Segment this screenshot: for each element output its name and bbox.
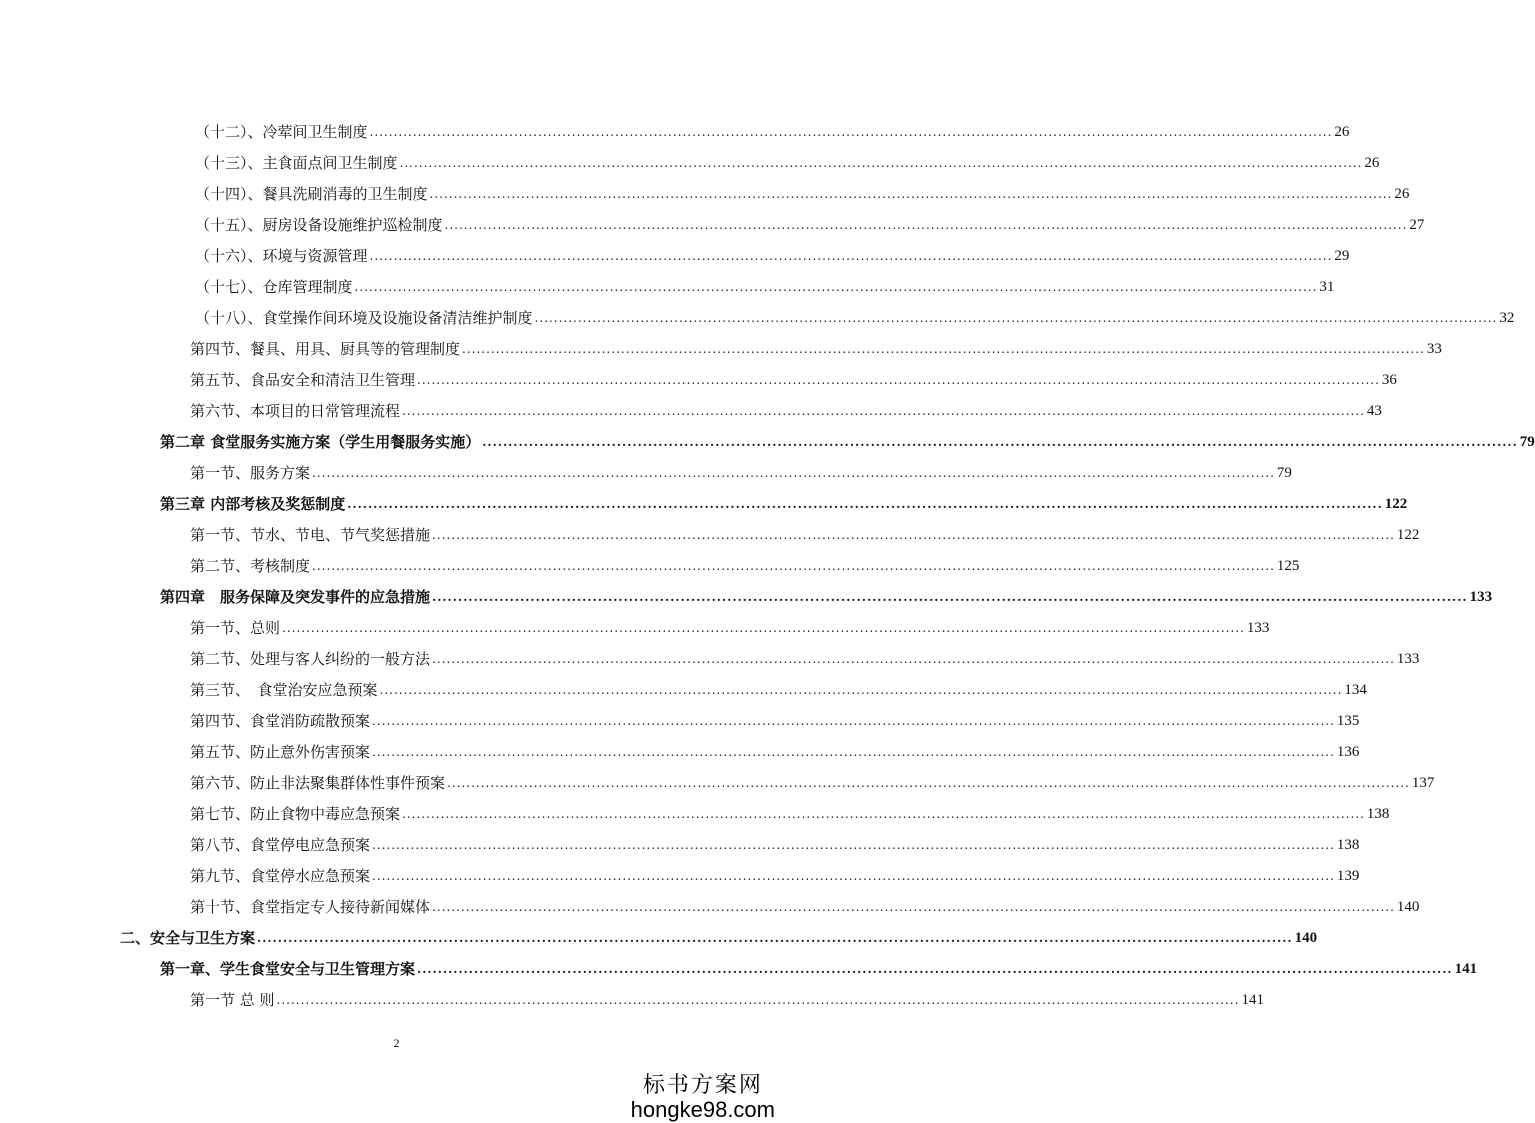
toc-dot-leader: ........................................................................................................................................................................................................	[534, 311, 1498, 325]
toc-dot-leader: ........................................................................................................................................................................................................	[379, 683, 1343, 697]
toc-entry[interactable]	[190, 668, 1367, 699]
toc-dot-leader: ........................................................................................................................................................................................................	[372, 745, 1335, 759]
toc-dot-leader: ........................................................................................................................................................................................................	[402, 404, 1365, 418]
toc-dot-leader: ........................................................................................................................................................................................................	[432, 900, 1395, 914]
toc-entry-page: 32	[1499, 310, 1515, 326]
toc-entry[interactable]	[190, 451, 1292, 482]
toc-entry-page: 133	[1396, 651, 1420, 667]
toc-entry-page: 122	[1396, 527, 1420, 543]
toc-entry[interactable]	[190, 792, 1390, 823]
toc-entry-title: 第十节、食堂指定专人接待新闻媒体	[190, 898, 431, 916]
toc-entry[interactable]	[190, 854, 1360, 885]
toc-entry[interactable]	[190, 544, 1300, 575]
toc-entry[interactable]	[195, 110, 1350, 141]
toc-dot-leader: ........................................................................................................................................................................................................	[432, 652, 1395, 666]
toc-entry-title: （十六）、环境与资源管理	[195, 247, 368, 265]
toc-dot-leader: ........................................................................................................................................................................................................	[372, 838, 1335, 852]
toc-entry-title: （十八）、食堂操作间环境及设施设备清洁维护制度	[195, 309, 533, 327]
toc-entry[interactable]	[190, 730, 1360, 761]
toc-entry-page: 135	[1336, 713, 1360, 729]
toc-dot-leader: ........................................................................................................................................................................................................	[354, 280, 1318, 294]
toc-entry-title: 第一章、学生食堂安全与卫生管理方案	[160, 960, 416, 978]
toc-entry-page: 136	[1336, 744, 1360, 760]
toc-entry[interactable]	[190, 358, 1397, 389]
toc-entry[interactable]	[190, 761, 1435, 792]
toc-entry[interactable]	[195, 203, 1425, 234]
toc-entry-page: 29	[1334, 248, 1350, 264]
toc-entry[interactable]	[160, 575, 1493, 606]
toc-dot-leader: ........................................................................................................................................................................................................	[417, 962, 1453, 976]
toc-dot-leader: ........................................................................................................................................................................................................	[312, 559, 1275, 573]
toc-dot-leader: ........................................................................................................................................................................................................	[399, 156, 1363, 170]
toc-entry-title: （十七）、仓库管理制度	[195, 278, 353, 296]
toc-entry-title: 二、安全与卫生方案	[120, 929, 256, 947]
toc-entry-title: 第六节、本项目的日常管理流程	[190, 402, 401, 420]
toc-entry-title: 第七节、防止食物中毒应急预案	[190, 805, 401, 823]
toc-dot-leader: ........................................................................................................................................................................................................	[276, 993, 1240, 1007]
toc-entry-page: 141	[1241, 992, 1264, 1008]
toc-entry-title: 第五节、食品安全和清洁卫生管理	[190, 371, 416, 389]
toc-entry-title: 第四章 服务保障及突发事件的应急措施	[160, 588, 431, 606]
page-number: 2	[393, 1036, 400, 1050]
toc-entry-title: （十五）、厨房设备设施维护巡检制度	[195, 216, 443, 234]
toc-entry-title: 第三章 内部考核及奖惩制度	[160, 495, 346, 513]
toc-entry-title: 第二节、处理与客人纠纷的一般方法	[190, 650, 431, 668]
toc-entry[interactable]	[190, 823, 1360, 854]
toc-dot-leader: ........................................................................................................................................................................................................	[369, 249, 1333, 263]
toc-dot-leader: ........................................................................................................................................................................................................	[429, 187, 1393, 201]
toc-entry-page: 26	[1334, 124, 1350, 140]
toc-entry-title: 第一节 总 则	[190, 991, 275, 1009]
toc-entry-title: 第四节、餐具、用具、厨具等的管理制度	[190, 340, 461, 358]
toc-entry-page: 79	[1519, 434, 1535, 450]
toc-entry[interactable]	[190, 513, 1420, 544]
toc-entry-title: 第一节、总则	[190, 619, 281, 637]
toc-entry-page: 140	[1396, 899, 1420, 915]
toc-entry-page: 133	[1469, 589, 1493, 605]
toc-entry-title: 第四节、食堂消防疏散预案	[190, 712, 371, 730]
toc-entry-title: （十二）、冷荤间卫生制度	[195, 123, 368, 141]
toc-dot-leader: ........................................................................................................................................................................................................	[432, 590, 1468, 604]
toc-entry[interactable]	[190, 885, 1420, 916]
watermark-url: hongke98.com	[630, 1097, 775, 1122]
toc-entry-page: 125	[1276, 558, 1300, 574]
toc-dot-leader: ........................................................................................................................................................................................................	[482, 435, 1518, 449]
toc-entry-title: 第二节、考核制度	[190, 557, 311, 575]
toc-entry[interactable]	[190, 606, 1270, 637]
toc-entry-page: 140	[1294, 930, 1318, 946]
watermark-title: 标书方案网	[642, 1073, 763, 1098]
toc-entry-title: 第八节、食堂停电应急预案	[190, 836, 371, 854]
toc-entry-title: 第一节、节水、节电、节气奖惩措施	[190, 526, 431, 544]
toc-dot-leader: ........................................................................................................................................................................................................	[402, 807, 1365, 821]
toc-entry[interactable]	[195, 296, 1515, 327]
toc-dot-leader: ........................................................................................................................................................................................................	[432, 528, 1395, 542]
toc-dot-leader: ........................................................................................................................................................................................................	[372, 869, 1335, 883]
toc-dot-leader: ........................................................................................................................................................................................................	[257, 931, 1293, 945]
toc-entry-page: 33	[1426, 341, 1442, 357]
watermark-logo	[631, 1068, 775, 1123]
toc-dot-leader: ........................................................................................................................................................................................................	[372, 714, 1335, 728]
toc-dot-leader: ........................................................................................................................................................................................................	[417, 373, 1380, 387]
toc-dot-leader: ........................................................................................................................................................................................................	[369, 125, 1333, 139]
toc-entry[interactable]	[160, 420, 1535, 451]
toc-dot-leader: ........................................................................................................................................................................................................	[312, 466, 1275, 480]
toc-entry-page: 36	[1381, 372, 1397, 388]
toc-entry-page: 26	[1364, 155, 1380, 171]
toc-entry[interactable]	[190, 327, 1442, 358]
toc-entry-page: 137	[1411, 775, 1435, 791]
toc-entry-page: 141	[1454, 961, 1478, 977]
toc-entry-page: 134	[1344, 682, 1367, 698]
toc-dot-leader: ........................................................................................................................................................................................................	[347, 497, 1383, 511]
toc-entry-title: 第六节、防止非法聚集群体性事件预案	[190, 774, 446, 792]
toc-entry[interactable]	[195, 234, 1350, 265]
toc-entry-page: 122	[1384, 496, 1408, 512]
toc-dot-leader: ........................................................................................................................................................................................................	[447, 776, 1410, 790]
toc-entry-title: 第三节、 食堂治安应急预案	[190, 681, 378, 699]
toc-entry[interactable]	[195, 141, 1380, 172]
toc-entry-page: 31	[1319, 279, 1335, 295]
toc-entry[interactable]	[160, 947, 1478, 978]
toc-entry-page: 138	[1336, 837, 1360, 853]
toc-entry[interactable]	[195, 172, 1410, 203]
toc-entry-title: 第九节、食堂停水应急预案	[190, 867, 371, 885]
toc-entry[interactable]	[190, 637, 1420, 668]
toc-entry[interactable]	[190, 699, 1360, 730]
toc-entry-title: （十三）、主食面点间卫生制度	[195, 154, 398, 172]
toc-entry[interactable]	[190, 389, 1382, 420]
toc-entry-page: 138	[1366, 806, 1390, 822]
toc-entry-page: 79	[1276, 465, 1292, 481]
toc-entry[interactable]	[195, 265, 1335, 296]
toc-entry-title: （十四）、餐具洗刷消毒的卫生制度	[195, 185, 428, 203]
toc-entry-page: 27	[1409, 217, 1425, 233]
toc-entry-page: 139	[1336, 868, 1360, 884]
toc-dot-leader: ........................................................................................................................................................................................................	[282, 621, 1245, 635]
toc-entry-title: 第五节、防止意外伤害预案	[190, 743, 371, 761]
toc-entry-title: 第一节、服务方案	[190, 464, 311, 482]
toc-entry[interactable]	[160, 482, 1408, 513]
toc-entry-page: 43	[1366, 403, 1382, 419]
toc-dot-leader: ........................................................................................................................................................................................................	[444, 218, 1408, 232]
toc-entry-page: 133	[1246, 620, 1270, 636]
toc-entry-title: 第二章 食堂服务实施方案（学生用餐服务实施）	[160, 433, 481, 451]
toc-entry[interactable]	[120, 916, 1318, 947]
toc-entry-page: 26	[1394, 186, 1410, 202]
toc-dot-leader: ........................................................................................................................................................................................................	[462, 342, 1425, 356]
toc-entry[interactable]	[190, 978, 1264, 1009]
